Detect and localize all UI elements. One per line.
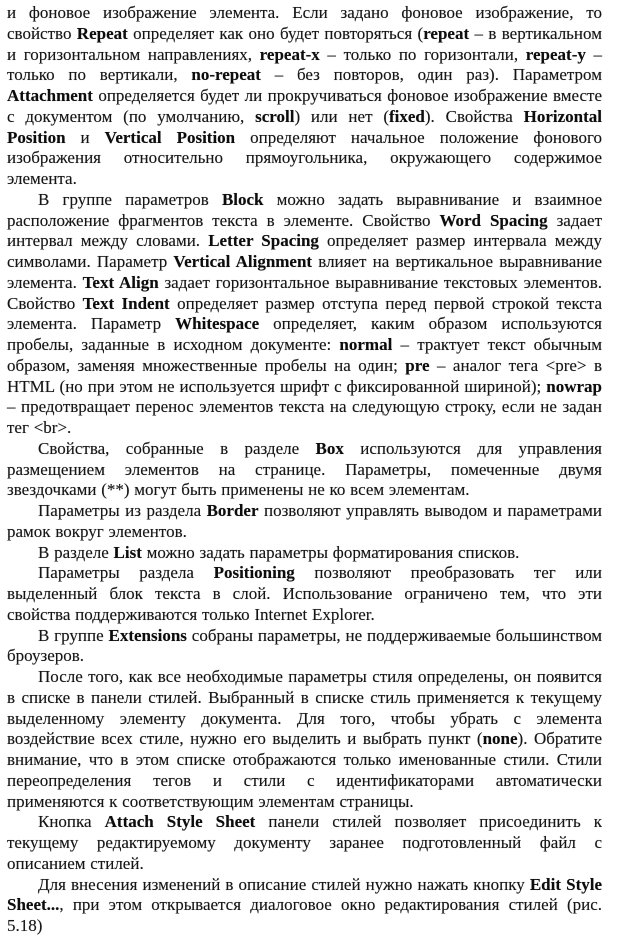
term-text-run: Letter Spacing — [208, 231, 319, 251]
text-run: можно задать выравнивание и взаимное расположение фрагментов текста в элементе. Свойство — [7, 189, 603, 230]
text-run: определяют начальное положение фонового изображения относительно прямоугольника, окружающего содержимое элемента. — [7, 127, 602, 188]
term-text-run: pre — [405, 355, 430, 375]
term-text-run: Edit Style Sheet... — [7, 874, 603, 915]
term-text-run: Repeat — [76, 23, 128, 43]
text-run: , при этом открывается диалоговое окно редактирования стилей (рис. 5.18) — [7, 895, 602, 935]
term-text-run: nowrap — [546, 376, 602, 396]
term-text-run: Vertical Alignment — [173, 252, 313, 271]
term-text-run: Vertical Position — [104, 127, 236, 147]
text-run: и — [65, 127, 105, 147]
paragraph — [7, 543, 602, 564]
paragraph — [7, 875, 602, 937]
term-text-run: Attachment — [7, 86, 93, 105]
text-run: Параметры из раздела — [38, 501, 207, 520]
text-run: панели стилей позволяет присоединить к текущему редактируемому документу заранее подготовленный файл с описанием стилей. — [7, 812, 602, 873]
text-run: – только по горизонтали, — [319, 44, 526, 64]
text-run: В группе — [38, 625, 109, 645]
term-text-run: List — [113, 542, 142, 562]
text-run: влияет на вертикальное выравнивание элемента. — [7, 252, 602, 292]
paragraph — [7, 626, 602, 668]
text-run: – без повторов, один раз). Параметром — [260, 65, 602, 85]
term-text-run: repeat-y — [525, 44, 586, 64]
term-text-run: fixed — [388, 106, 425, 126]
text-run: задает интервал между словами. — [7, 210, 602, 251]
term-text-run: Box — [315, 438, 344, 458]
term-text-run: Extensions — [108, 625, 187, 645]
text-run: определяется будет ли прокручиваться фоновое изображение вместе с документом (по умолчанию, — [7, 86, 602, 126]
text-run: ). Обратите внимание, что в этом списке отображаются только именованные стили. Стили переопределения тегов и стили с идентификаторами автоматически применяются к соответствующим элементам страницы. — [7, 729, 602, 811]
term-text-run: Block — [221, 189, 264, 209]
term-text-run: Text Indent — [82, 293, 170, 313]
text-run: ). Свойства — [424, 106, 524, 126]
page-text — [7, 3, 602, 937]
term-text-run: none — [482, 729, 518, 749]
text-run: После того, как все необходимые параметры стиля определены, он появится в списке в панели стилей. Выбранный в списке стиль применяется к текущему выделенному элементу документа. Для того, чтобы убрать с элемента воздействие всех стиле, нужно его выделить и выбрать пункт ( — [7, 667, 602, 749]
paragraph — [7, 190, 602, 439]
paragraph — [7, 439, 602, 501]
text-run: собраны параметры, не поддерживаемые большинством броузеров. — [7, 625, 603, 666]
term-text-run: normal — [339, 335, 393, 354]
text-run: – в вертикальном и горизонтальном направлениях, — [7, 23, 602, 64]
text-run: используются для управления размещением элементов на странице. Параметры, помеченные двумя звездочками (**) могут быть применены не ко всем элементам. — [7, 438, 603, 500]
paragraph — [7, 563, 602, 625]
text-run: можно задать параметры форматирования списков. — [141, 542, 520, 562]
term-text-run: Text Align — [82, 272, 159, 292]
text-run: и фоновое изображение элемента. Если задано фоновое изображение, то свойство — [7, 3, 602, 43]
paragraph — [7, 3, 602, 190]
paragraph — [7, 667, 602, 812]
text-run: позволяют управлять выводом и параметрами рамок вокруг элементов. — [7, 501, 602, 541]
text-run: определяет как оно будет повторяться ( — [127, 23, 424, 43]
text-run: Кнопка — [38, 812, 105, 832]
term-text-run: Horizontal Position — [7, 106, 602, 147]
text-run: ) или нет ( — [294, 106, 389, 126]
text-run: задает горизонтальное выравнивание текстовых элементов. Свойство — [7, 272, 602, 313]
term-text-run: Positioning — [213, 563, 295, 583]
text-run: позволяют преобразовать тег или выделенный блок текста в слой. Использование ограничено тем, что эти свойства поддерживаются только Internet Explorer. — [7, 563, 602, 624]
text-run: определяет размер интервала между символами. Параметр — [7, 231, 603, 271]
text-run: Свойства, собранные в разделе — [38, 438, 316, 458]
text-run: Для внесения изменений в описание стилей нужно нажать кнопку — [38, 874, 530, 894]
text-run: – трактует текст обычным образом, заменяя множественные пробелы на один; — [7, 335, 603, 375]
text-run: определяет размер отступа перед первой строкой текста элемента. Параметр — [7, 293, 603, 334]
term-text-run: repeat — [423, 23, 470, 43]
text-run: определяет, каким образом используются пробелы, заданные в исходном документе: — [7, 314, 602, 354]
term-text-run: Attach Style Sheet — [104, 812, 256, 832]
text-run: Параметры раздела — [38, 563, 214, 583]
text-run: В разделе — [38, 542, 114, 562]
term-text-run: Word Spacing — [439, 210, 548, 230]
paragraph — [7, 501, 602, 543]
term-text-run: Whitespace — [175, 314, 260, 334]
text-run: В группе параметров — [38, 189, 222, 209]
term-text-run: Border — [206, 501, 259, 520]
text-run: – только по вертикали, — [7, 44, 603, 85]
term-text-run: scroll — [255, 106, 295, 126]
term-text-run: no-repeat — [191, 65, 261, 85]
text-run: – аналог тега <pre> в HTML (но при этом не используется шрифт с фиксированной шириной); — [7, 355, 602, 396]
term-text-run: repeat-x — [259, 44, 320, 64]
text-run: – предотвращает перенос элементов текста на следующую строку, если не задан тег <br>. — [7, 397, 602, 437]
paragraph — [7, 812, 602, 874]
